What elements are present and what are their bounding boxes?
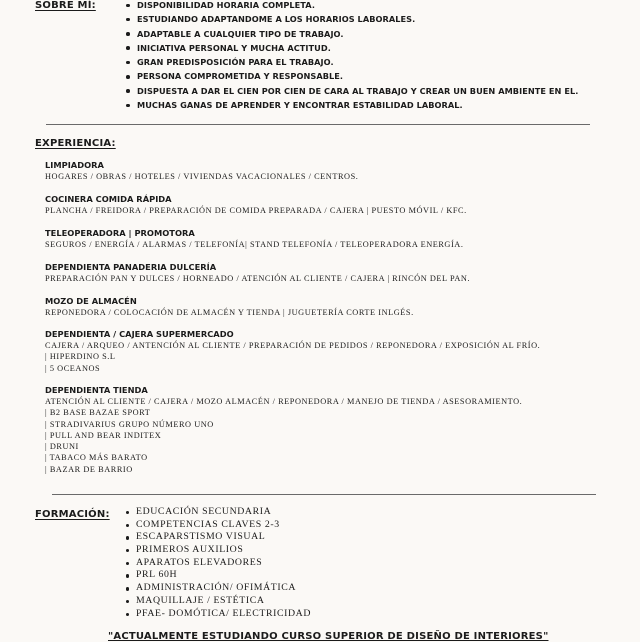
employer-line: | DRUNI <box>45 442 79 452</box>
education-item: PRL 60H <box>124 569 311 582</box>
job-title: MOZO DE ALMACÉN <box>45 296 137 306</box>
job-detail: SEGUROS / ENERGÍA / ALARMAS / TELEFONÍA| STAND TELEFONÍA / TELEOPERADORA ENERGÍA. <box>45 240 464 249</box>
education-item: ADMINISTRACIÓN/ OFIMÁTICA <box>124 582 311 595</box>
employer-line: | HIPERDINO S.L <box>45 352 116 362</box>
job-detail: ATENCIÓN AL CLIENTE / CAJERA / MOZO ALMACÉN / REPONEDORA / MANEJO DE TIENDA / ASESORAMIENTO. <box>45 397 523 406</box>
job-detail: PLANCHA / FREIDORA / PREPARACIÓN DE COMIDA PREPARADA / CAJERA | PUESTO MÓVIL / KFC. <box>45 206 467 215</box>
job-detail: REPONEDORA / COLOCACIÓN DE ALMACÉN Y TIENDA | JUGUETERÍA CORTE INLGÉS. <box>45 308 414 317</box>
section-divider <box>46 124 590 125</box>
about-list <box>124 0 578 114</box>
job-title: COCINERA COMIDA RÁPIDA <box>45 194 172 204</box>
section-divider <box>52 494 596 495</box>
education-section-title: FORMACIÓN: <box>35 509 110 520</box>
job-detail: CAJERA / ARQUEO / ANTENCIÓN AL CLIENTE / PREPARACIÓN DE PEDIDOS / REPONEDORA / EXPOSICIÓN AL FRÍO. <box>45 341 541 350</box>
education-item: PRIMEROS AUXILIOS <box>124 544 311 557</box>
about-item: ADAPTABLE A CUALQUIER TIPO DE TRABAJO. <box>124 29 578 43</box>
job-entry <box>45 193 467 216</box>
current-studies-note: "ACTUALMENTE ESTUDIANDO CURSO SUPERIOR DE DISEÑO DE INTERIORES" <box>108 631 549 642</box>
job-detail: HOGARES / OBRAS / HOTELES / VIVIENDAS VACACIONALES / CENTROS. <box>45 172 359 181</box>
job-title: DEPENDIENTA PANADERIA DULCERÍA <box>45 262 217 272</box>
about-item: INICIATIVA PERSONAL Y MUCHA ACTITUD. <box>124 43 578 57</box>
education-item: ESCAPARSTISMO VISUAL <box>124 531 311 544</box>
education-item: COMPETENCIAS CLAVES 2-3 <box>124 519 311 532</box>
education-item: APARATOS ELEVADORES <box>124 557 311 570</box>
employer-line: | PULL AND BEAR INDITEX <box>45 430 162 440</box>
job-title: DEPENDIENTA / CAJERA SUPERMERCADO <box>45 329 234 339</box>
about-section-title: SOBRE MÍ: <box>35 0 96 11</box>
about-item: DISPUESTA A DAR EL CIEN POR CIEN DE CARA AL TRABAJO Y CREAR UN BUEN AMBIENTE EN EL. <box>124 86 578 100</box>
job-title: TELEOPERADORA | PROMOTORA <box>45 228 195 238</box>
job-title: LIMPIADORA <box>45 160 104 170</box>
employer-line: | BAZAR DE BARRIO <box>45 464 133 474</box>
job-entry <box>45 328 540 374</box>
job-detail: PREPARACIÓN PAN Y DULCES / HORNEADO / ATENCIÓN AL CLIENTE / CAJERA | RINCÓN DEL PAN. <box>45 274 471 283</box>
employer-line: | TABACO MÁS BARATO <box>45 453 148 463</box>
education-item: MAQUILLAJE / ESTÉTICA <box>124 595 311 608</box>
job-entry <box>45 261 470 284</box>
employer-line: | 5 OCEANOS <box>45 363 101 373</box>
job-entry <box>45 159 358 182</box>
job-title: DEPENDIENTA TIENDA <box>45 385 148 395</box>
job-entry <box>45 384 522 475</box>
employer-line: | B2 BASE BAZAE SPORT <box>45 408 151 418</box>
about-item: GRAN PREDISPOSICIÓN PARA EL TRABAJO. <box>124 57 578 71</box>
education-list <box>124 506 311 620</box>
job-entry <box>45 295 414 318</box>
about-item: DISPONIBILIDAD HORARIA COMPLETA. <box>124 0 578 14</box>
education-item: PFAE- DOMÓTICA/ ELECTRICIDAD <box>124 608 311 621</box>
about-item: MUCHAS GANAS DE APRENDER Y ENCONTRAR ESTABILIDAD LABORAL. <box>124 100 578 114</box>
education-item: EDUCACIÓN SECUNDARIA <box>124 506 311 519</box>
employer-line: | STRADIVARIUS GRUPO NÚMERO UNO <box>45 419 214 429</box>
experience-section-title: EXPERIENCIA: <box>35 138 116 149</box>
job-entry <box>45 227 463 250</box>
about-item: PERSONA COMPROMETIDA Y RESPONSABLE. <box>124 71 578 85</box>
about-item: ESTUDIANDO ADAPTANDOME A LOS HORARIOS LABORALES. <box>124 14 578 28</box>
